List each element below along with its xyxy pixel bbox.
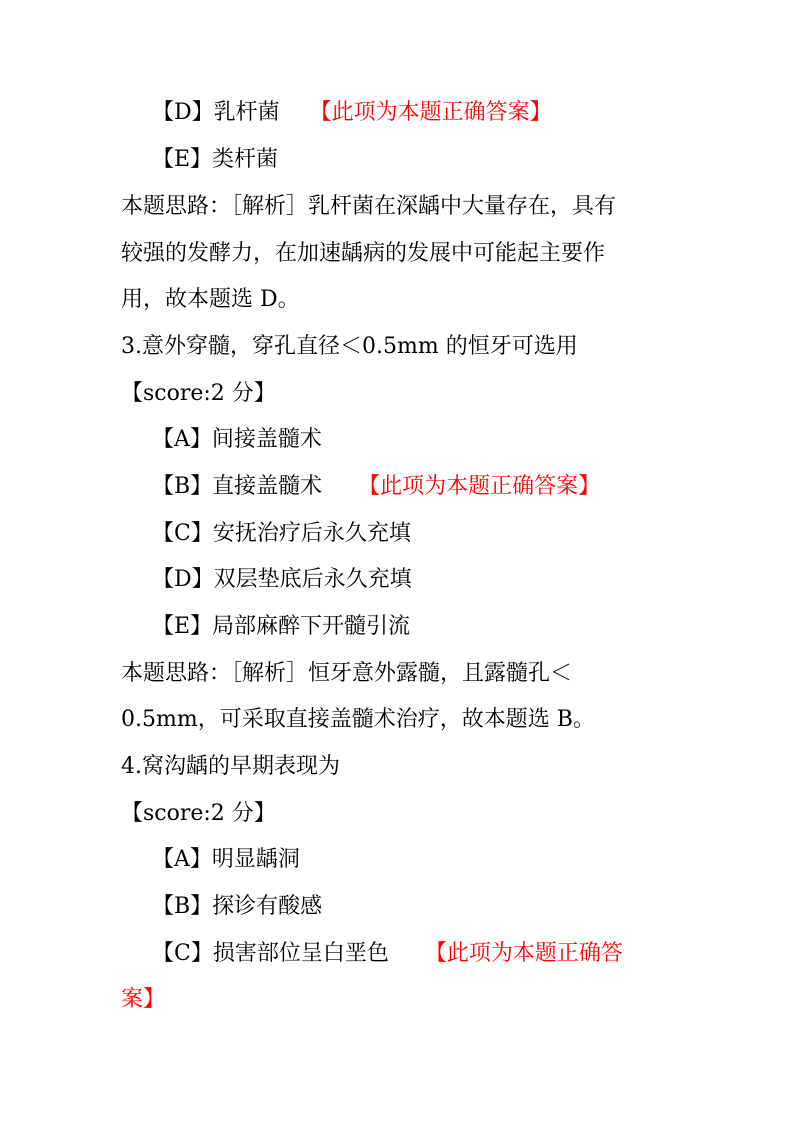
option-label: 【E】类杆菌 [152, 147, 279, 172]
q3-option-c [0, 514, 794, 554]
q4-option-b [0, 887, 794, 927]
q3-question: 3.意外穿髓，穿孔直径＜0.5mm 的恒牙可选用 [121, 334, 578, 359]
q2-explanation-line-1: 本题思路：［解析］乳杆菌在深龋中大量存在，具有 [121, 194, 617, 219]
q3-option-d [0, 560, 794, 600]
q3-option-e [0, 607, 794, 647]
correct-answer-tag: 【此项为本题正确答 [424, 941, 623, 966]
q2-option-e [0, 140, 794, 180]
option-label: 【C】损害部位呈白垩色 [152, 941, 389, 966]
q2-explanation-line-3: 用，故本题选 D。 [121, 287, 300, 312]
q4-option-c [0, 934, 794, 974]
q3-option-b [0, 467, 794, 507]
option-label: 【E】局部麻醉下开髓引流 [152, 614, 411, 639]
option-label: 【B】直接盖髓术 [152, 474, 323, 499]
q4-question: 4.窝沟龋的早期表现为 [121, 754, 340, 779]
q3-explanation-line-1: 本题思路：［解析］恒牙意外露髓，且露髓孔＜ [121, 661, 573, 686]
option-label: 【C】安抚治疗后永久充填 [152, 521, 411, 546]
q3-explanation-line-2: 0.5mm，可采取直接盖髓术治疗，故本题选 B。 [121, 707, 595, 732]
option-label: 【A】明显龋洞 [152, 847, 300, 872]
correct-answer-tag-continued: 案】 [121, 987, 166, 1012]
option-label: 【A】间接盖髓术 [152, 427, 322, 452]
q3-score: 【score:2 分】 [121, 381, 276, 406]
option-label: 【B】探诊有酸感 [152, 894, 323, 919]
q4-option-c-continued [0, 980, 794, 1020]
q4-score: 【score:2 分】 [121, 801, 276, 826]
q3-option-a [0, 420, 794, 460]
q2-explanation-line-2: 较强的发酵力，在加速龋病的发展中可能起主要作 [121, 241, 606, 266]
option-label: 【D】乳杆菌 [152, 100, 280, 125]
q2-option-d [0, 93, 794, 133]
correct-answer-tag: 【此项为本题正确答案】 [309, 100, 552, 125]
option-label: 【D】双层垫底后永久充填 [152, 567, 412, 592]
q4-option-a [0, 840, 794, 880]
correct-answer-tag: 【此项为本题正确答案】 [358, 474, 601, 499]
